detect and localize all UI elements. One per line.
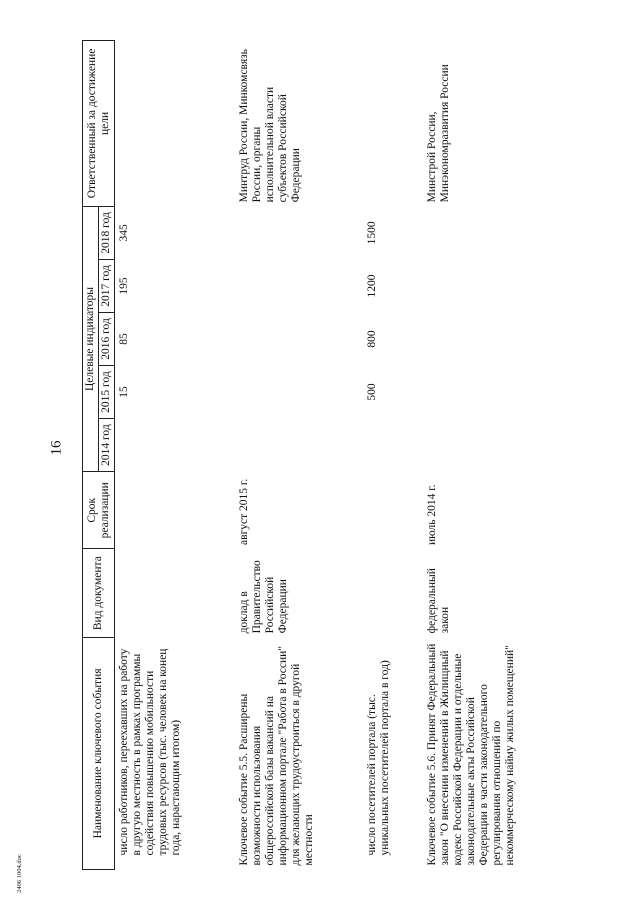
event-cell: Ключевое событие 5.5. Расширены возможности использования общероссийской базы вакансий на информационном портале "Работа в России" для желающих трудоустроиться в другой местности	[237, 646, 315, 866]
table-row	[115, 41, 235, 870]
value-cell	[363, 419, 423, 472]
value-cell: 1500	[365, 221, 378, 245]
rotated-table-container	[82, 40, 564, 870]
value-cell	[235, 259, 363, 312]
term-cell: август 2015 г.	[237, 478, 250, 545]
value-cell: 500	[365, 383, 378, 401]
responsible-cell: Минстрой России, Минэкономразвития России	[425, 64, 451, 203]
header-event-name: Наименование ключевого события	[83, 637, 115, 869]
value-cell	[423, 206, 563, 259]
value-cell	[115, 419, 235, 472]
value-cell	[423, 419, 563, 472]
value-cell: 800	[365, 330, 378, 348]
responsible-cell: Минтруд России, Минкомсвязь России, органы исполнительной власти субъектов Российской Федерации	[237, 49, 302, 203]
value-cell	[235, 419, 363, 472]
event-cell: число посетителей портала (тыс. уникальных посетителей портала в год)	[365, 660, 391, 856]
responsible-cell	[115, 41, 235, 207]
header-year: 2015 год	[99, 366, 115, 419]
value-cell	[235, 366, 363, 419]
table-row	[423, 41, 563, 870]
table-row	[363, 41, 423, 870]
doc-type-cell	[363, 549, 423, 637]
header-target-indicators: Целевые индикаторы	[83, 206, 99, 471]
value-cell	[235, 206, 363, 259]
value-cell	[423, 366, 563, 419]
term-cell: июль 2014 г.	[425, 484, 438, 545]
header-year: 2018 год	[99, 206, 115, 259]
footer-doc-code: 2406 1004.doc	[15, 854, 23, 893]
value-cell: 195	[118, 277, 130, 295]
doc-type-cell: доклад в Правительство Российской Федерации	[237, 560, 289, 634]
value-cell	[423, 312, 563, 365]
key-events-table	[82, 40, 563, 870]
page-number: 16	[48, 440, 64, 456]
header-term: Срок реализации	[83, 472, 115, 549]
doc-type-cell	[115, 549, 235, 637]
header-responsible: Ответственный за достижение цели	[83, 41, 115, 207]
value-cell: 85	[118, 333, 130, 345]
value-cell	[235, 312, 363, 365]
header-year: 2014 год	[99, 419, 115, 472]
header-doc-type: Вид документа	[83, 549, 115, 637]
responsible-cell	[363, 41, 423, 207]
value-cell: 15	[118, 386, 130, 398]
header-year: 2017 год	[99, 259, 115, 312]
term-cell	[363, 472, 423, 549]
value-cell	[423, 259, 563, 312]
header-year: 2016 год	[99, 312, 115, 365]
event-cell: число работников, переехавших на работу в другую местность в рамках программы содействия повышению мобильности трудовых ресурсов (тыс. человек на конец года, нарастающим итогом)	[118, 648, 182, 856]
value-cell: 345	[118, 224, 130, 242]
event-cell: Ключевое событие 5.6. Принят Федеральный закон "О внесении изменений в Жилищный кодекс Российской Федерации и отдельные законодательные акты Российской Федерации в части законодательного регулирования отношений по некоммерческому найму жилых помещений"	[425, 643, 516, 866]
doc-type-cell: федеральный закон	[425, 568, 451, 634]
value-cell: 1200	[365, 274, 378, 298]
term-cell	[115, 472, 235, 549]
table-row	[235, 41, 363, 870]
